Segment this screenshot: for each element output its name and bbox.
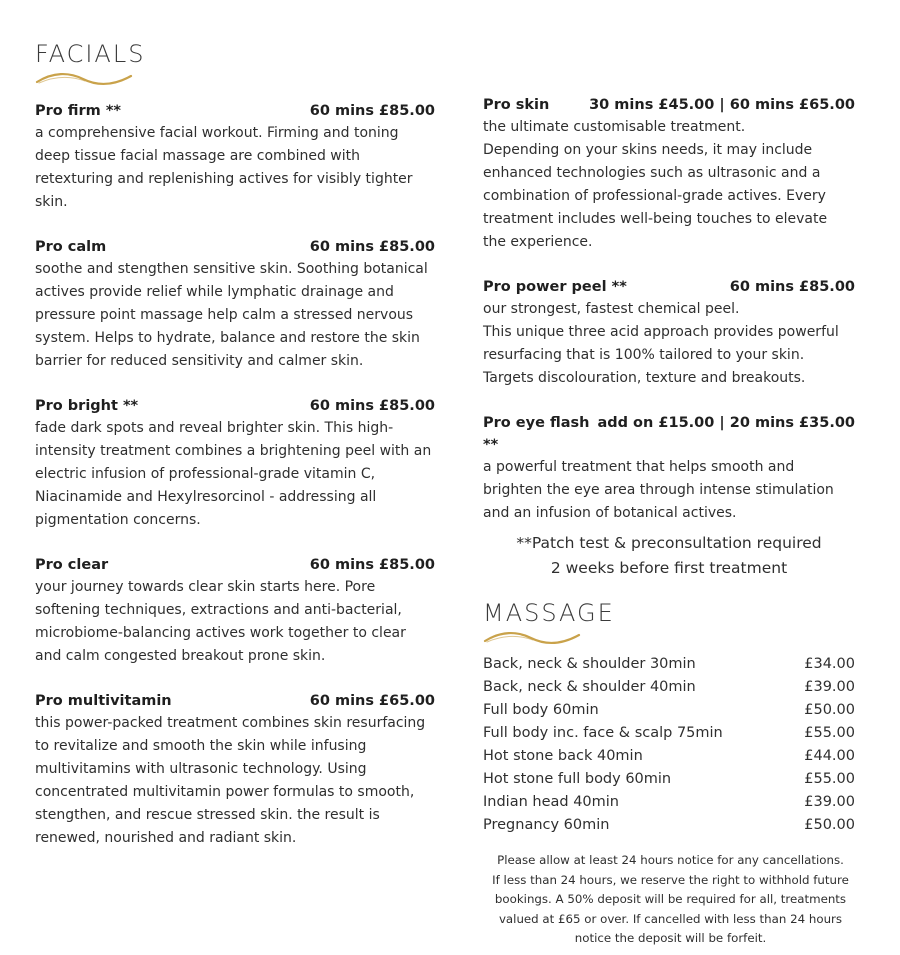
facial-item-pro-skin: [483, 94, 863, 254]
item-description: fade dark spots and reveal brighter skin. This high-intensity treatment combines a brightening peel with an electric infusion of professional-grade vitamin C, Niacinamide and Hexylresorcinol - addressing all pigmentation concerns.: [35, 420, 432, 528]
item-description: soothe and stengthen sensitive skin. Soothing botanical actives provide relief while lymphatic drainage and pressure point massage help calm a stressed nervous system. Helps to hydrate, balance and restore the skin barrier for reduced sensitivity and calmer skin.: [35, 261, 428, 369]
item-name: Pro bright **: [35, 398, 139, 414]
left-column: [35, 0, 435, 850]
massage-name: Hot stone full body 60min: [483, 771, 672, 787]
item-price: add on £15.00 | 20 mins £35.00: [597, 415, 855, 431]
notice-line: Please allow at least 24 hours notice for any cancellations.: [497, 853, 844, 867]
facial-item-pro-firm: [35, 100, 435, 214]
massage-price: £34.00: [804, 656, 855, 672]
item-description: your journey towards clear skin starts here. Pore softening techniques, extractions and anti-bacterial, microbiome-balancing actives work together to clear and calm congested breakout prone skin.: [35, 579, 406, 664]
massage-price: £55.00: [804, 725, 855, 741]
list-item: [483, 814, 865, 837]
facial-item-pro-calm: [35, 236, 435, 373]
massage-name: Full body 60min: [483, 702, 599, 718]
list-item: [483, 653, 865, 676]
massage-name: Back, neck & shoulder 40min: [483, 679, 696, 695]
patch-test-note-line2: 2 weeks before first treatment: [550, 559, 788, 577]
notice-line: If less than 24 hours, we reserve the right to withhold future: [492, 872, 849, 887]
item-price: 30 mins £45.00 | 60 mins £65.00: [589, 97, 855, 113]
massage-name: Pregnancy 60min: [483, 817, 610, 833]
item-price: 60 mins £85.00: [309, 398, 435, 414]
facial-item-pro-power-peel: [483, 276, 863, 390]
item-description-more: Depending on your skins needs, it may include enhanced technologies such as ultrasonic and a combination of professional-grade actives. Every treatment includes well-being touches to elevate the experience.: [483, 142, 828, 250]
item-description-extra: Targets discolouration, texture and breakouts.: [483, 370, 806, 386]
item-description: a comprehensive facial workout. Firming and toning deep tissue facial massage are combined with retexturing and replenishing actives for visibly tighter skin.: [35, 125, 413, 210]
facial-item-pro-multivitamin: [35, 690, 435, 850]
list-item: [483, 745, 865, 768]
notice-line: notice the deposit will be forfeit.: [574, 931, 767, 945]
notice-line: bookings. A 50% deposit will be required for all, treatments: [494, 892, 847, 906]
item-price: 60 mins £85.00: [309, 557, 435, 573]
massage-title: MASSAGE: [483, 599, 615, 627]
item-name: Pro multivitamin: [35, 693, 172, 709]
cancellation-notice: [483, 851, 858, 949]
item-name: Pro clear: [35, 557, 109, 573]
item-price: 60 mins £85.00: [309, 239, 435, 255]
item-name: Pro eye flash **: [483, 415, 590, 453]
right-column: [483, 0, 863, 949]
massage-price: £50.00: [804, 702, 855, 718]
item-price: 60 mins £65.00: [309, 693, 435, 709]
facial-item-pro-bright: [35, 395, 435, 532]
item-name: Pro calm: [35, 239, 107, 255]
list-item: [483, 768, 865, 791]
list-item: [483, 722, 865, 745]
massage-price: £44.00: [804, 748, 855, 764]
item-description: this power-packed treatment combines skin resurfacing to revitalize and smooth the skin while infusing multivitamins with ultrasonic technology. Using concentrated multivitamin power formulas to smooth, stengthen, and rescue stressed skin. the result is renewed, nourished and radiant skin.: [35, 715, 426, 846]
massage-price: £55.00: [804, 771, 855, 787]
gold-swash-ornament: [483, 629, 583, 645]
item-name: Pro power peel **: [483, 279, 627, 295]
list-item: [483, 791, 865, 814]
massage-name: Back, neck & shoulder 30min: [483, 656, 696, 672]
item-name: Pro skin: [483, 97, 550, 113]
list-item: [483, 699, 865, 722]
massage-name: Full body inc. face & scalp 75min: [483, 725, 723, 741]
facial-item-pro-eye-flash: [483, 412, 863, 525]
massage-price: £50.00: [804, 817, 855, 833]
item-description: the ultimate customisable treatment.: [483, 119, 746, 135]
item-price: 60 mins £85.00: [729, 279, 855, 295]
facials-title: FACIALS: [35, 40, 146, 68]
patch-test-note-line1: **Patch test & preconsultation required: [516, 534, 822, 552]
gold-swash-ornament: [35, 70, 135, 86]
item-description-more: This unique three acid approach provides powerful resurfacing that is 100% tailored to your skin.: [483, 324, 839, 363]
list-item: [483, 676, 865, 699]
massage-name: Indian head 40min: [483, 794, 619, 810]
massage-price: £39.00: [804, 794, 855, 810]
facial-item-pro-clear: [35, 554, 435, 668]
item-price: 60 mins £85.00: [309, 103, 435, 119]
massage-price: £39.00: [804, 679, 855, 695]
massage-name: Hot stone back 40min: [483, 748, 643, 764]
notice-line: valued at £65 or over. If cancelled with less than 24 hours: [498, 911, 843, 926]
item-name: Pro firm **: [35, 103, 122, 119]
massage-price-list: [483, 653, 865, 837]
item-description: our strongest, fastest chemical peel.: [483, 301, 740, 317]
item-description: a powerful treatment that helps smooth and brighten the eye area through intense stimulation and an infusion of botanical actives.: [483, 459, 834, 521]
